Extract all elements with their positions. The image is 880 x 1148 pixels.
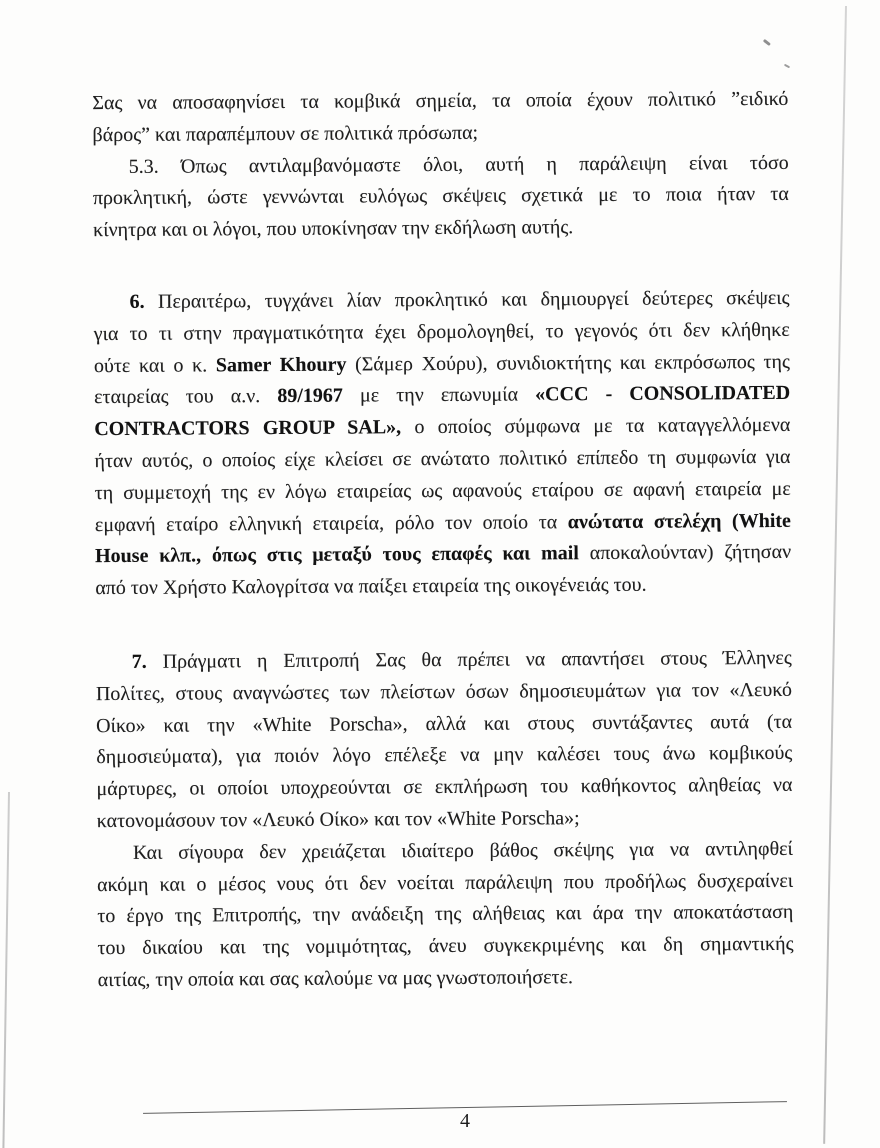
text-segment: ο οποίος σύμφωνα με τα καταγγελλόμενα xyxy=(401,414,791,439)
bold-text-segment: 7. xyxy=(131,650,147,673)
text-line xyxy=(97,834,793,870)
bold-text-segment: «CCC - CONSOLIDATED xyxy=(535,382,791,406)
text-segment: από τον Χρήστο Καλογρίτσα να παίξει εταιρεία της οικογένειάς του. xyxy=(95,573,647,600)
text-line xyxy=(93,211,789,247)
bold-text-segment: House κλπ., όπως στις μεταξύ τους επαφές και mail xyxy=(95,542,579,568)
text-segment: κατονομάσουν τον «Λευκό Οίκο» και τον «White Porscha»; xyxy=(96,807,580,833)
text-line xyxy=(94,442,790,478)
document-body xyxy=(92,84,794,997)
text-line xyxy=(98,961,794,997)
text-line xyxy=(96,643,792,679)
text-line xyxy=(96,675,792,711)
text-line xyxy=(94,410,790,446)
text-line xyxy=(92,84,788,120)
text-segment: δημοσιεύματα), για ποιόν λόγο επέλεξε να μην καλέσει τους άνω κομβικούς xyxy=(96,742,793,769)
scan-edge-line-left xyxy=(2,792,9,1148)
bold-text-segment: ανώτατα στελέχη (White xyxy=(567,509,791,533)
text-line xyxy=(95,569,791,605)
text-segment: ούτε και ο κ. xyxy=(93,353,216,377)
text-line xyxy=(92,116,788,152)
text-segment: εταιρείας του α.ν. xyxy=(94,385,278,409)
text-line xyxy=(95,537,791,573)
text-segment: ήταν αυτός, ο οποίος είχε κλείσει σε ανώτατο πολιτικό επίπεδο τη συμφωνία για xyxy=(94,445,791,473)
text-line xyxy=(96,706,792,742)
text-segment: προκλητική, ώστε γεννώνται ευλόγως σκέψεις σχετικά με το ποια ήταν τα xyxy=(92,183,789,210)
text-line xyxy=(93,283,789,319)
text-line xyxy=(97,929,793,965)
text-segment: (Σάμερ Χούρυ), συνιδιοκτήτης και εκπρόσωπος της xyxy=(346,350,790,376)
scan-speck xyxy=(784,64,790,69)
text-segment: Πολίτες, στους αναγνώστες των πλείστων όσων δημοσιευμάτων για τον «Λευκό xyxy=(95,678,792,705)
scan-speck xyxy=(763,39,771,46)
text-segment: Σας να αποσαφηνίσει τα κομβικά σημεία, τα οποία έχουν πολιτικό ”ειδικό xyxy=(92,87,789,115)
bold-text-segment: 89/1967 xyxy=(277,384,343,408)
text-line xyxy=(93,179,789,215)
text-segment: κίνητρα και οι λόγοι, που υποκίνησαν την εκδήλωση αυτής. xyxy=(93,216,574,242)
page-number: 4 xyxy=(460,1110,470,1132)
text-line xyxy=(94,346,790,382)
bold-text-segment: CONTRACTORS GROUP SAL», xyxy=(94,416,402,441)
text-segment: αιτίας, την οποία και σας καλούμε να μας γνωστοποιήσετε. xyxy=(97,966,574,992)
text-line xyxy=(95,474,791,510)
text-line xyxy=(96,738,792,774)
text-line xyxy=(96,770,792,806)
text-segment: τη συμμετοχή της εν λόγω εταιρείας ως αφανούς εταίρου σε αφανή εταιρεία με xyxy=(94,477,791,504)
text-segment: Και σίγουρα δεν χρειάζεται ιδιαίτερο βάθος σκέψης για να αντιληφθεί xyxy=(132,837,793,864)
text-line xyxy=(95,505,791,541)
text-segment: Περαιτέρω, τυγχάνει λίαν προκλητικό και δημιουργεί δεύτερες σκέψεις xyxy=(144,286,790,313)
scan-edge-line-right xyxy=(823,6,846,1144)
text-segment: Οίκο» και την «White Porscha», αλλά και στους συντάξαντες αυτά (τα xyxy=(96,710,793,737)
text-line xyxy=(94,378,790,414)
text-line xyxy=(97,865,793,901)
text-line xyxy=(93,147,789,183)
text-segment: αποκαλούνταν) ζήτησαν xyxy=(578,541,792,565)
text-segment: μάρτυρες, οι οποίοι υποχρεούνται σε εκπλήρωση του καθήκοντος αληθείας να xyxy=(96,774,793,801)
text-segment: βάρος” και παραπέμπουν σε πολιτικά πρόσωπα; xyxy=(92,121,479,146)
bold-text-segment: Samer Khoury xyxy=(215,353,347,376)
text-line xyxy=(97,802,793,838)
text-segment: 5.3. Όπως αντιλαμβανόμαστε όλοι, αυτή η παράλειψη είναι τόσο xyxy=(128,151,789,178)
text-segment: το έργο της Επιτροπής, την ανάδειξη της αλήθειας και άρα την αποκατάσταση xyxy=(97,901,794,928)
text-line xyxy=(97,897,793,933)
text-segment: Πράγματι η Επιτροπή Σας θα πρέπει να απαντήσει στους Έλληνες xyxy=(146,646,792,673)
text-segment: εμφανή εταίρο ελληνική εταιρεία, ρόλο τον οποίο τα xyxy=(94,510,568,536)
bold-text-segment: 6. xyxy=(129,290,145,313)
text-segment: του δικαίου και της νομιμότητας, άνευ συγκεκριμένης και δη σημαντικής xyxy=(97,932,794,960)
text-segment: ακόμη και ο μέσος νους ότι δεν νοείται παράλειψη που προδήλως δυσχεραίνει xyxy=(97,869,794,896)
text-segment: για το τι στην πραγματικότητα έχει δρομολογηθεί, το γεγονός ότι δεν κλήθηκε xyxy=(93,318,790,345)
text-segment: με την επωνυμία xyxy=(342,383,536,407)
text-line xyxy=(94,315,790,351)
